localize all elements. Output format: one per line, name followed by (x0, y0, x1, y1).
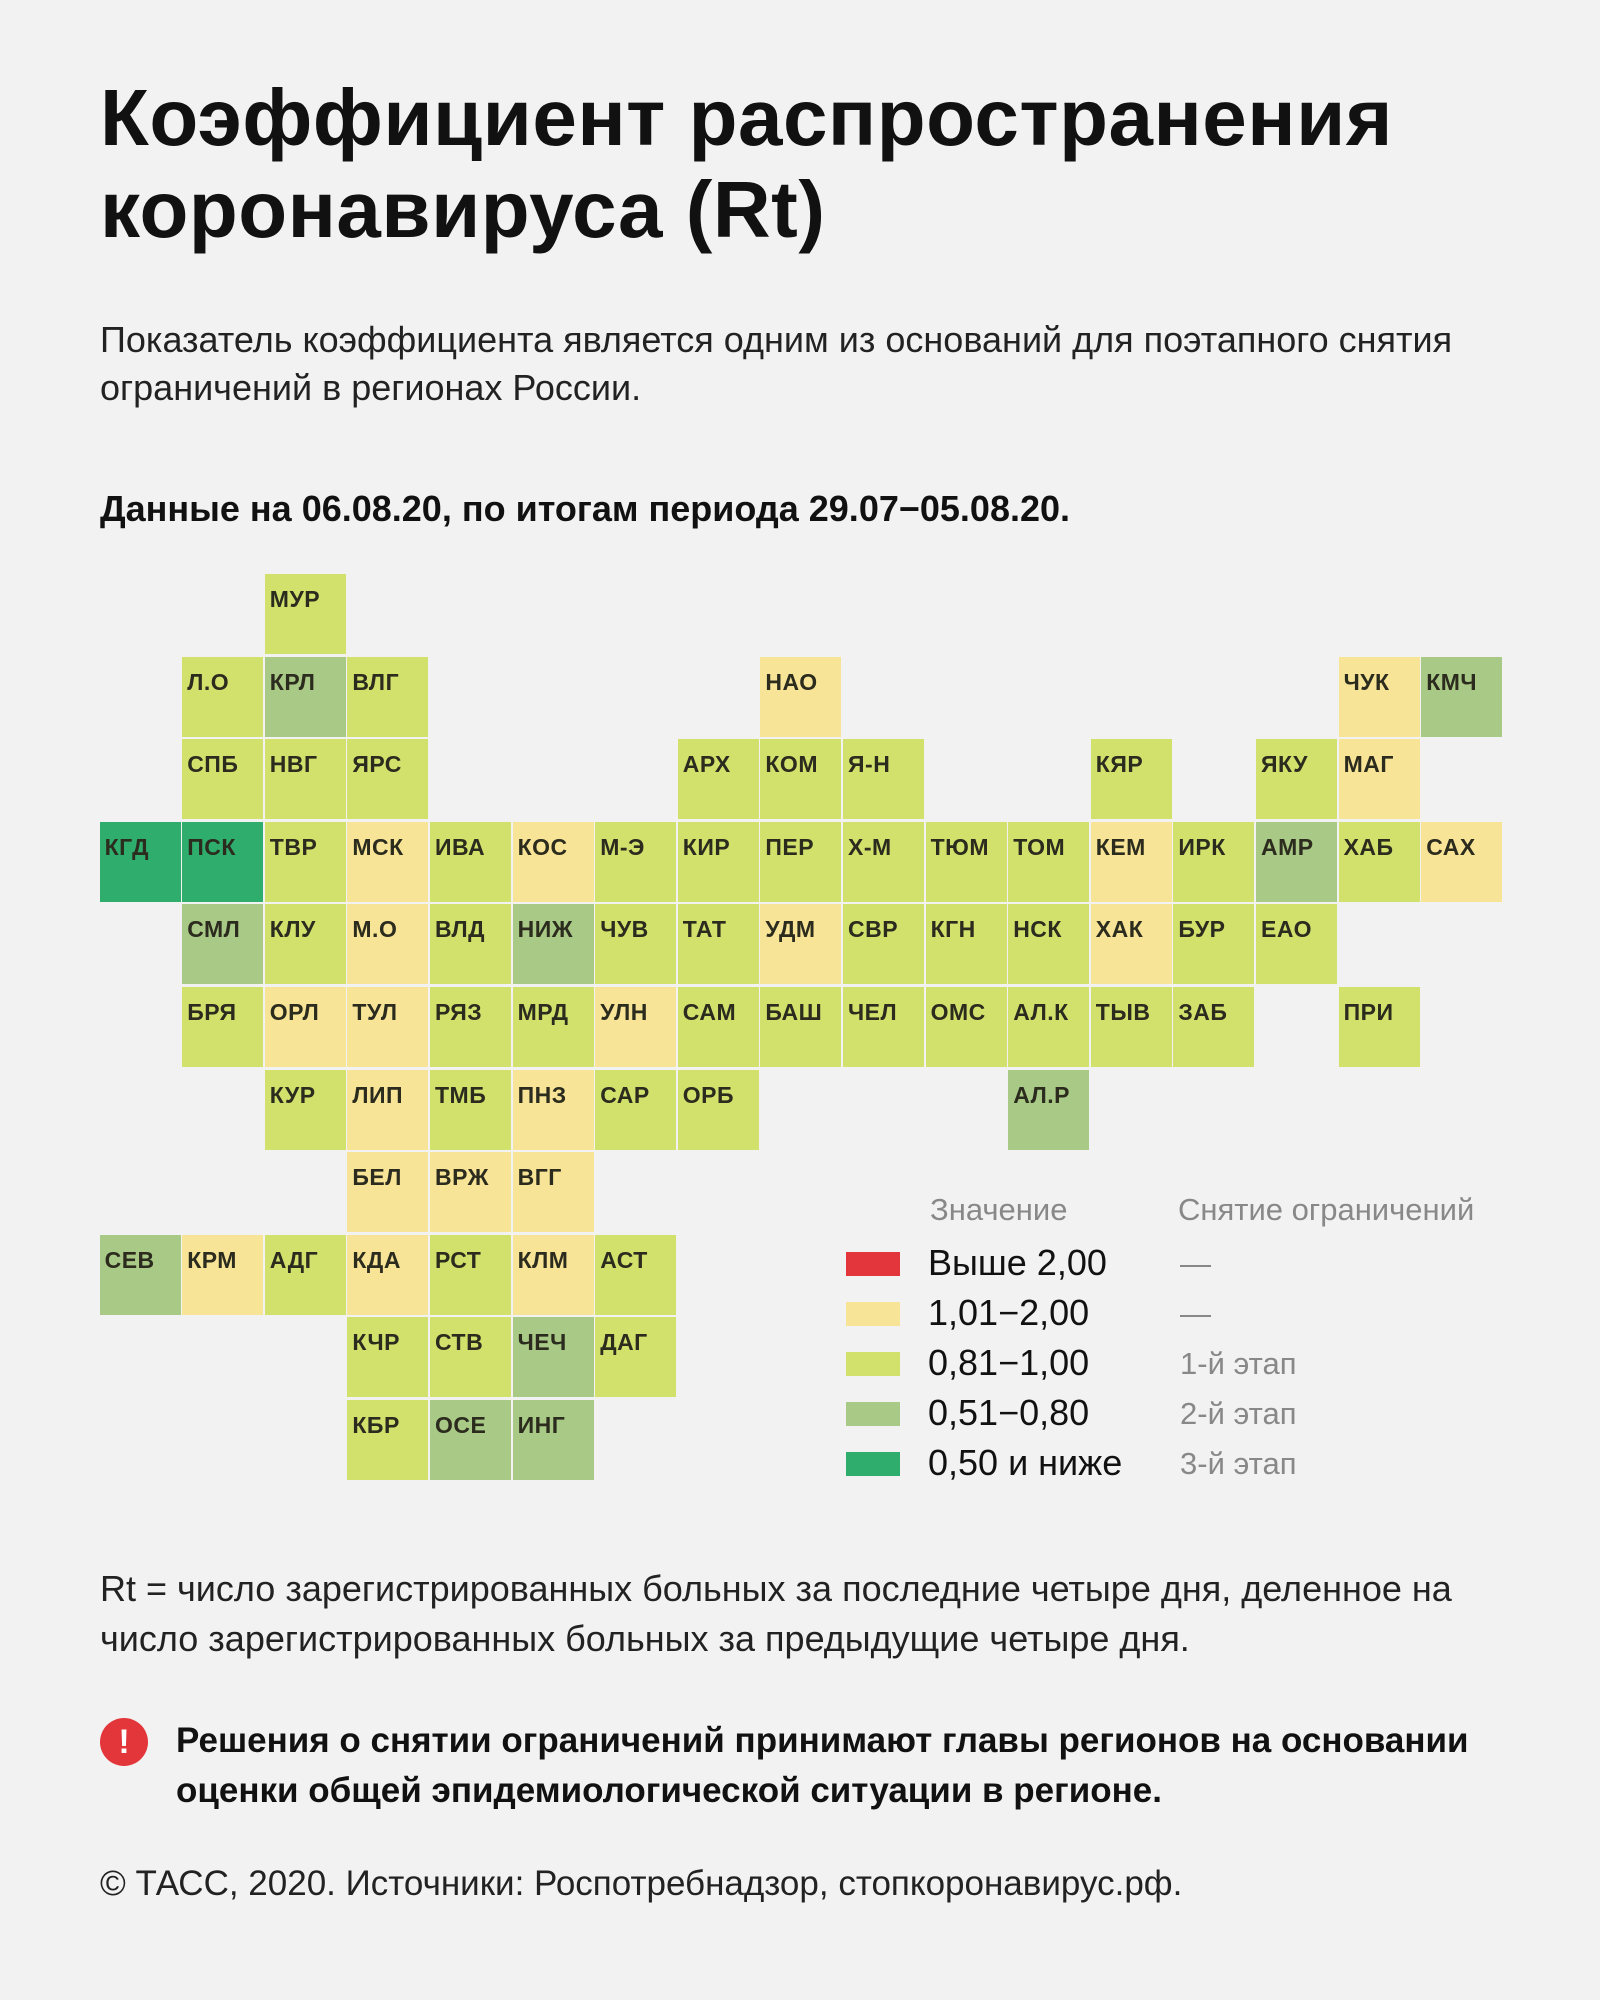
region-tile: НВГ (265, 739, 346, 819)
region-tile: М.О (347, 904, 428, 984)
legend-swatch (846, 1402, 900, 1426)
region-tile: ПЕР (760, 822, 841, 902)
region-tile: КИР (678, 822, 759, 902)
region-tile: КЛУ (265, 904, 346, 984)
region-tile: САМ (678, 987, 759, 1067)
legend-label: 0,81−1,00 (928, 1342, 1090, 1383)
region-tile: КОМ (760, 739, 841, 819)
region-tile: АМР (1256, 822, 1337, 902)
region-tile: МРД (513, 987, 594, 1067)
legend-label: 1,01−2,00 (928, 1292, 1090, 1333)
region-tile: САР (595, 1070, 676, 1150)
region-tile: СВР (843, 904, 924, 984)
subtitle: Показатель коэффициента является одним из оснований для поэтапного снятия ограничений в регионах России. (100, 319, 1453, 408)
legend-stage: 1-й этап (1180, 1346, 1297, 1381)
region-tile: ЯРС (347, 739, 428, 819)
region-tile: ТЫВ (1091, 987, 1172, 1067)
region-tile: ЯКУ (1256, 739, 1337, 819)
exclamation-icon: ! (100, 1718, 148, 1766)
legend-label: Выше 2,00 (928, 1242, 1107, 1283)
region-tile: ИРК (1173, 822, 1254, 902)
region-tile: ОРЛ (265, 987, 346, 1067)
region-tile: МУР (265, 574, 346, 654)
legend-header-stage: Снятие ограничений (1178, 1192, 1475, 1227)
region-tile: ИВА (430, 822, 511, 902)
region-tile: МАГ (1339, 739, 1420, 819)
region-tile: БРЯ (182, 987, 263, 1067)
region-tile: МСК (347, 822, 428, 902)
region-tile: КМЧ (1421, 657, 1502, 737)
region-tile: САХ (1421, 822, 1502, 902)
region-tile: КУР (265, 1070, 346, 1150)
region-tile: ОСЕ (430, 1400, 511, 1480)
region-tile: ЛИП (347, 1070, 428, 1150)
region-tile: КРЛ (265, 657, 346, 737)
region-tile: СТВ (430, 1317, 511, 1397)
region-tile: ИНГ (513, 1400, 594, 1480)
legend-stage: — (1180, 1246, 1211, 1281)
region-tile: СЕВ (100, 1235, 181, 1315)
region-tile: АЛ.К (1008, 987, 1089, 1067)
region-tile: КГД (100, 822, 181, 902)
region-tile: ВЛД (430, 904, 511, 984)
region-tile: УДМ (760, 904, 841, 984)
region-tile: Х-М (843, 822, 924, 902)
region-tile: КГН (926, 904, 1007, 984)
region-tile: М-Э (595, 822, 676, 902)
region-tile: ТМБ (430, 1070, 511, 1150)
legend-swatch (846, 1302, 900, 1326)
region-tile: ПНЗ (513, 1070, 594, 1150)
region-tile: ЧУВ (595, 904, 676, 984)
region-tile: АРХ (678, 739, 759, 819)
region-tile: СПБ (182, 739, 263, 819)
region-tile: ВРЖ (430, 1152, 511, 1232)
region-tile: ОМС (926, 987, 1007, 1067)
region-tile: РСТ (430, 1235, 511, 1315)
legend-swatch (846, 1452, 900, 1476)
region-tile: ВЛГ (347, 657, 428, 737)
region-tile: СМЛ (182, 904, 263, 984)
date-line: Данные на 06.08.20, по итогам периода 29.07−05.08.20. (100, 488, 1071, 529)
region-tile: ЧЕЛ (843, 987, 924, 1067)
region-tile: КРМ (182, 1235, 263, 1315)
region-tile: Л.О (182, 657, 263, 737)
region-tile: ТОМ (1008, 822, 1089, 902)
legend-label: 0,50 и ниже (928, 1442, 1123, 1483)
region-tile: ТВР (265, 822, 346, 902)
source-credit: © ТАСС, 2020. Источники: Роспотребнадзор, стопкоронавирус.рф. (100, 1864, 1183, 1903)
region-tile: ПСК (182, 822, 263, 902)
region-tile: АСТ (595, 1235, 676, 1315)
region-tile: КЯР (1091, 739, 1172, 819)
legend-stage: — (1180, 1296, 1211, 1331)
legend-swatch (846, 1352, 900, 1376)
legend-header-value: Значение (930, 1192, 1068, 1227)
region-tile: ЕАО (1256, 904, 1337, 984)
region-tile: КДА (347, 1235, 428, 1315)
region-tile: ХАБ (1339, 822, 1420, 902)
region-tile: БУР (1173, 904, 1254, 984)
region-tile: ХАК (1091, 904, 1172, 984)
region-tile: БАШ (760, 987, 841, 1067)
region-tile: ПРИ (1339, 987, 1420, 1067)
page-title: Коэффициент распространения коронавируса (Rt) (100, 73, 1393, 254)
region-tile: КБР (347, 1400, 428, 1480)
region-tile: НИЖ (513, 904, 594, 984)
region-tile: КЛМ (513, 1235, 594, 1315)
region-tile: ЧЕЧ (513, 1317, 594, 1397)
legend (846, 1192, 1546, 1492)
region-tile: БЕЛ (347, 1152, 428, 1232)
region-tile: НАО (760, 657, 841, 737)
region-tile: ЗАБ (1173, 987, 1254, 1067)
region-tile: ТАТ (678, 904, 759, 984)
legend-stage: 2-й этап (1180, 1396, 1297, 1431)
region-tile: ОРБ (678, 1070, 759, 1150)
region-tile: РЯЗ (430, 987, 511, 1067)
region-tile: ВГГ (513, 1152, 594, 1232)
region-tile: ДАГ (595, 1317, 676, 1397)
region-tile: КЧР (347, 1317, 428, 1397)
region-tile: КЕМ (1091, 822, 1172, 902)
region-tile: ЧУК (1339, 657, 1420, 737)
region-tile: КОС (513, 822, 594, 902)
region-tile: Я-Н (843, 739, 924, 819)
legend-stage: 3-й этап (1180, 1446, 1297, 1481)
region-tile: АДГ (265, 1235, 346, 1315)
region-tile: АЛ.Р (1008, 1070, 1089, 1150)
region-tile: УЛН (595, 987, 676, 1067)
legend-swatch (846, 1252, 900, 1276)
legend-label: 0,51−0,80 (928, 1392, 1090, 1433)
region-tile: ТЮМ (926, 822, 1007, 902)
formula-note: Rt = число зарегистрированных больных за последние четыре дня, деленное на число зарегистрированных больных за предыдущие четыре дня. (100, 1568, 1452, 1659)
alert-text: Решения о снятии ограничений принимают главы регионов на основании оценки общей эпидемиологической ситуации в регионе. (176, 1721, 1469, 1810)
region-tile: ТУЛ (347, 987, 428, 1067)
region-tile: НСК (1008, 904, 1089, 984)
